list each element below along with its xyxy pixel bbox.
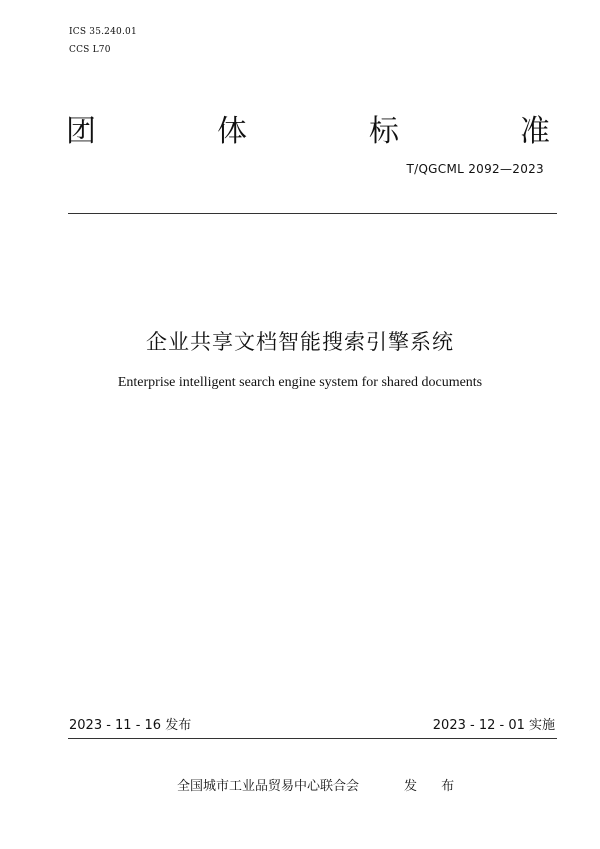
publication-date: 2023 - 11 - 16 发布 [69, 718, 192, 733]
bottom-divider [68, 738, 557, 739]
implementation-date: 2023 - 12 - 01 实施 [432, 718, 555, 733]
top-divider [68, 213, 557, 214]
issue-label: 发 布 [404, 779, 465, 794]
ics-code: ICS 35.240.01 [69, 27, 137, 37]
standard-type-char: 团 [66, 114, 96, 149]
standard-type-char: 体 [217, 114, 247, 149]
standard-type-heading [66, 112, 552, 152]
standard-type-char: 准 [520, 114, 550, 149]
ccs-code: CCS L70 [69, 45, 111, 55]
issuing-organization: 全国城市工业品贸易中心联合会 [177, 779, 360, 794]
standard-type-char: 标 [369, 114, 399, 149]
standard-number: T/QGCML 2092—2023 [406, 162, 544, 176]
document-title-chinese: 企业共享文档智能搜索引擎系统 [146, 330, 454, 354]
document-title-english: Enterprise intelligent search engine system for shared documents [117, 375, 483, 390]
